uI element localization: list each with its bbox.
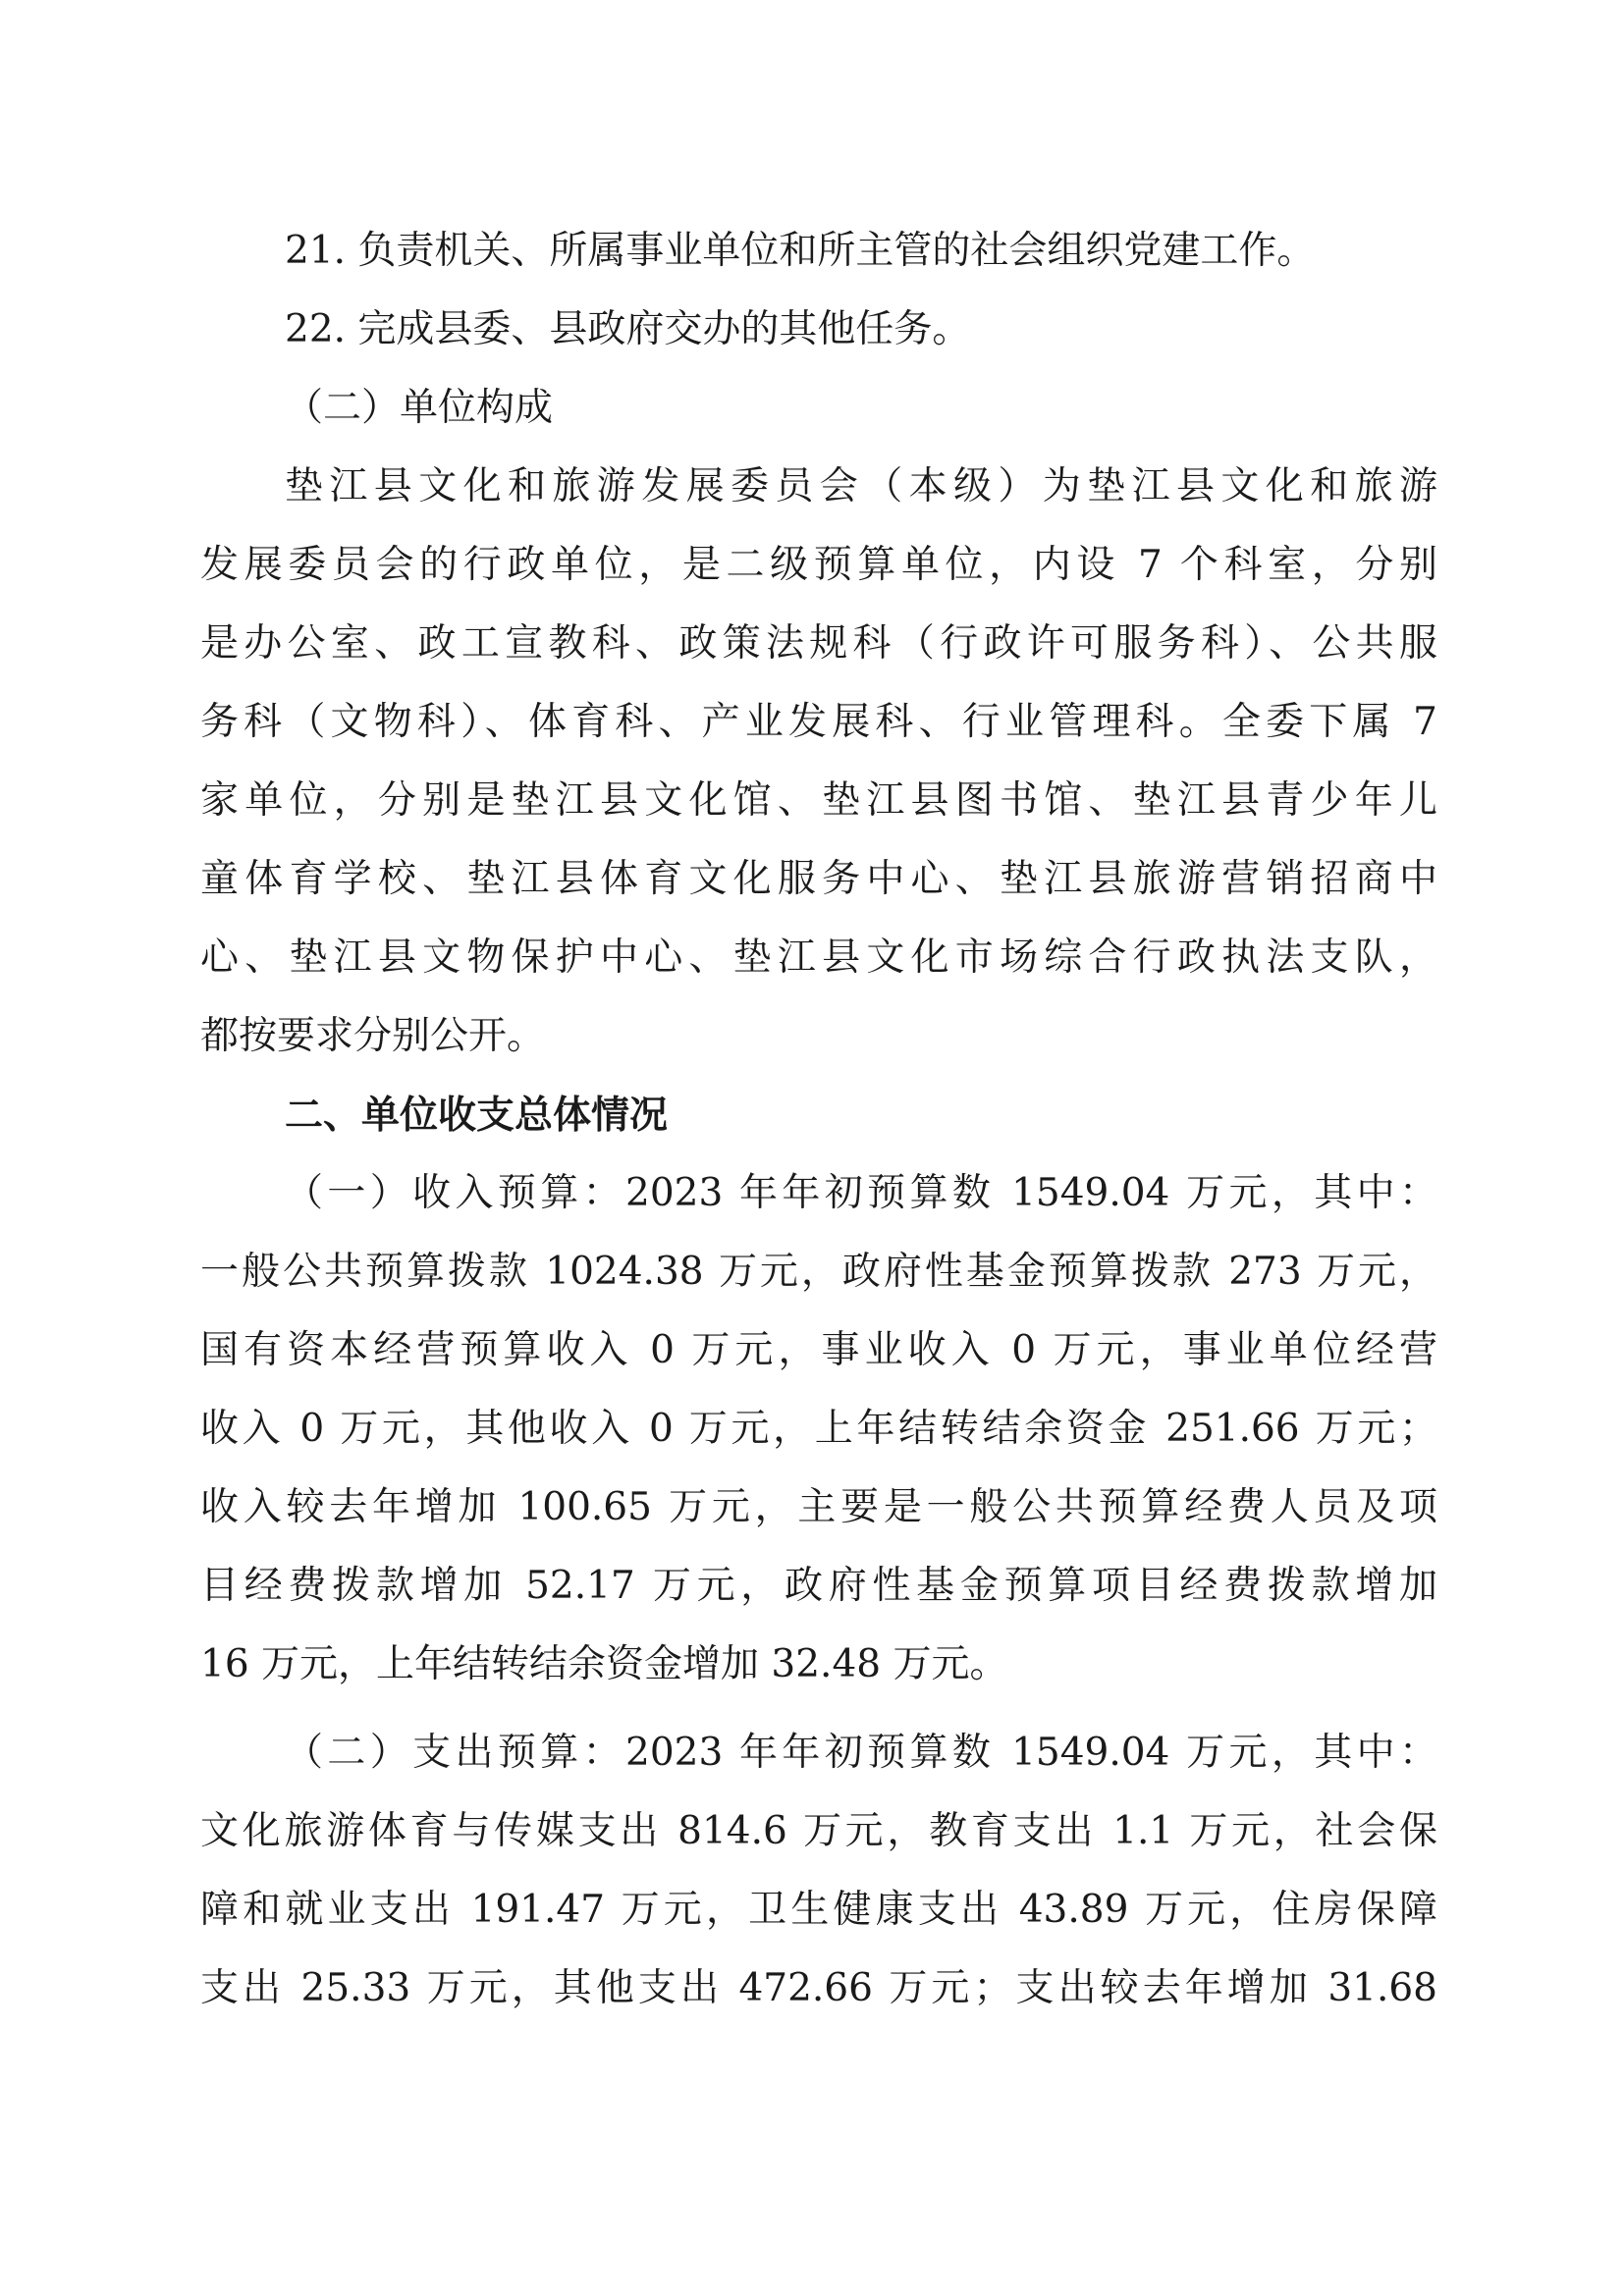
subsection-heading-unit-composition: （二）单位构成	[285, 386, 554, 430]
paragraph-line: 16 万元，上年结转结余资金增加 32.48 万元。	[200, 1642, 1008, 1686]
duty-item-21: 21. 负责机关、所属事业单位和所主管的社会组织党建工作。	[285, 229, 1316, 273]
paragraph-line: 童体育学校、垫江县体育文化服务中心、垫江县旅游营销招商中	[200, 857, 1437, 901]
paragraph-line: 垫江县文化和旅游发展委员会（本级）为垫江县文化和旅游	[285, 464, 1437, 508]
paragraph-line: 国有资本经营预算收入 0 万元，事业收入 0 万元，事业单位经营	[200, 1328, 1437, 1372]
paragraph-line: 目经费拨款增加 52.17 万元，政府性基金预算项目经费拨款增加	[200, 1564, 1437, 1608]
paragraph-line: 收入较去年增加 100.65 万元，主要是一般公共预算经费人员及项	[200, 1485, 1437, 1529]
paragraph-line: 支出 25.33 万元，其他支出 472.66 万元；支出较去年增加 31.68	[200, 1966, 1437, 2010]
paragraph-line: 一般公共预算拨款 1024.38 万元，政府性基金预算拨款 273 万元，	[200, 1250, 1437, 1294]
paragraph-line: 文化旅游体育与传媒支出 814.6 万元，教育支出 1.1 万元，社会保	[200, 1809, 1437, 1853]
paragraph-line: （一）收入预算：2023 年年初预算数 1549.04 万元，其中：	[285, 1171, 1437, 1215]
duty-item-22: 22. 完成县委、县政府交办的其他任务。	[285, 307, 971, 351]
paragraph-line: 务科（文物科）、体育科、产业发展科、行业管理科。全委下属 7	[200, 700, 1437, 744]
paragraph-line: 是办公室、政工宣教科、政策法规科（行政许可服务科）、公共服	[200, 621, 1437, 666]
paragraph-line: 都按要求分别公开。	[200, 1014, 546, 1058]
paragraph-line: 心、垫江县文物保护中心、垫江县文化市场综合行政执法支队，	[200, 935, 1437, 980]
paragraph-line: 家单位，分别是垫江县文化馆、垫江县图书馆、垫江县青少年儿	[200, 778, 1437, 823]
paragraph-line: 发展委员会的行政单位，是二级预算单位，内设 7 个科室，分别	[200, 543, 1437, 587]
paragraph-line: 收入 0 万元，其他收入 0 万元，上年结转结余资金 251.66 万元；	[200, 1407, 1437, 1451]
paragraph-line: （二）支出预算：2023 年年初预算数 1549.04 万元，其中：	[285, 1731, 1437, 1775]
section-heading-budget-overview: 二、单位收支总体情况	[285, 1093, 669, 1138]
paragraph-line: 障和就业支出 191.47 万元，卫生健康支出 43.89 万元，住房保障	[200, 1888, 1437, 1932]
